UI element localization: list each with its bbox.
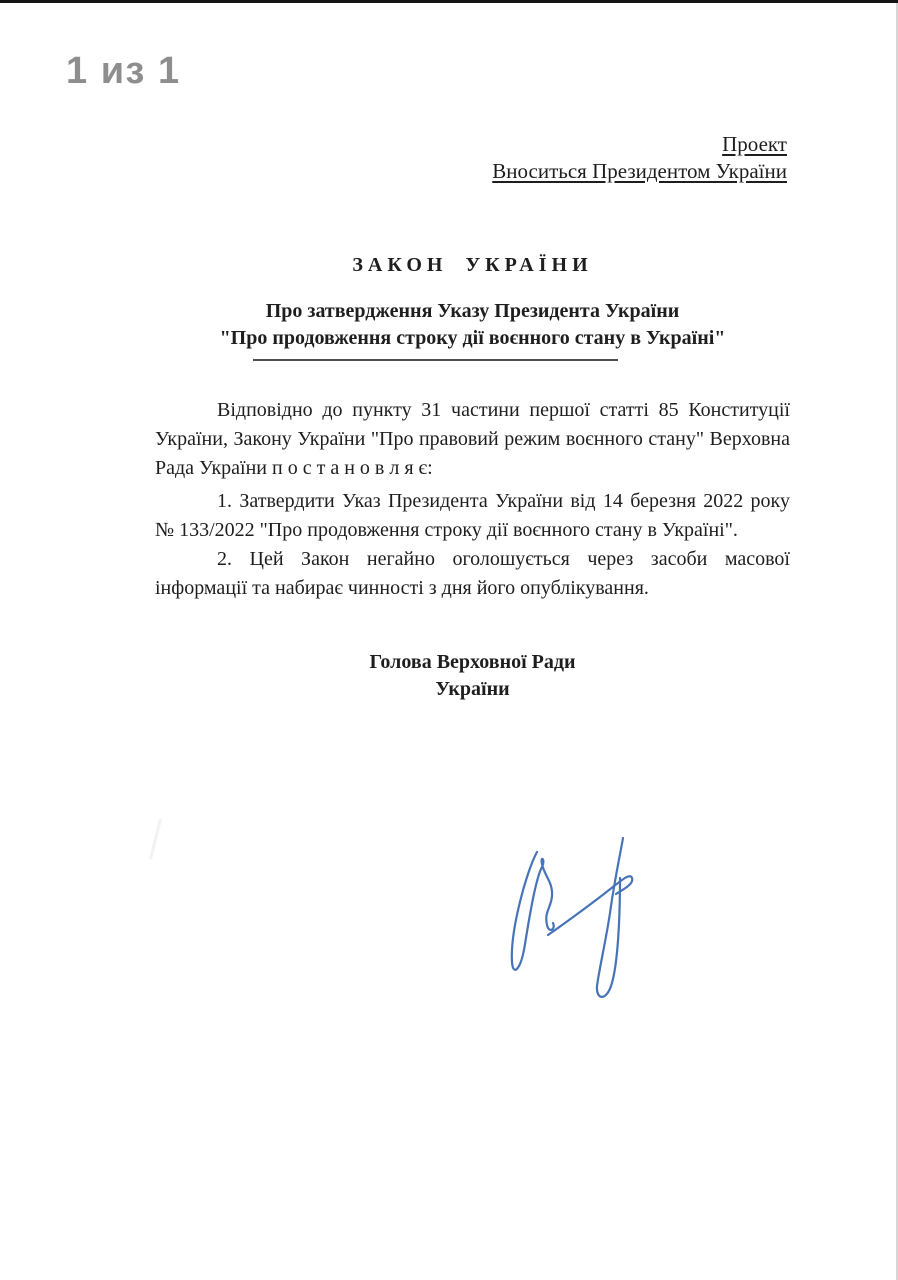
signer-title-line1: Голова Верховної Ради — [369, 651, 576, 673]
header-right-block — [492, 131, 787, 185]
signature-scribble — [495, 828, 655, 1013]
law-subtitle-line1: Про затвердження Указу Президента України — [265, 300, 680, 322]
faint-pencil-mark — [149, 818, 162, 859]
header-project-label: Проект — [722, 132, 787, 156]
paragraph-item-2: 2. Цей Закон негайно оголошується через засоби масової інформації та набирає чинності з дня його опублікування. — [155, 548, 790, 599]
header-submitted-by-label: Вноситься Президентом України — [492, 159, 787, 183]
law-subtitle — [155, 298, 790, 352]
law-subtitle-line2: "Про продовження строку дії воєнного стану в Україні" — [219, 327, 726, 349]
signer-title-line2: України — [435, 678, 510, 700]
title-underline-rule — [253, 359, 618, 361]
paragraph-item-1: 1. Затвердити Указ Президента України від 14 березня 2022 року № 133/2022 "Про продовження строку дії воєнного стану в Україні". — [155, 490, 790, 541]
paragraph-preamble: Відповідно до пункту 31 частини першої статті 85 Конституції України, Закону України "Про правовий режим воєнного стану" Верховна Рада України п о с т а н о в л я є: — [155, 399, 790, 479]
signer-title-block — [155, 649, 790, 703]
law-title: ЗАКОН УКРАЇНИ — [352, 254, 593, 276]
page-indicator: 1 из 1 — [66, 50, 181, 92]
